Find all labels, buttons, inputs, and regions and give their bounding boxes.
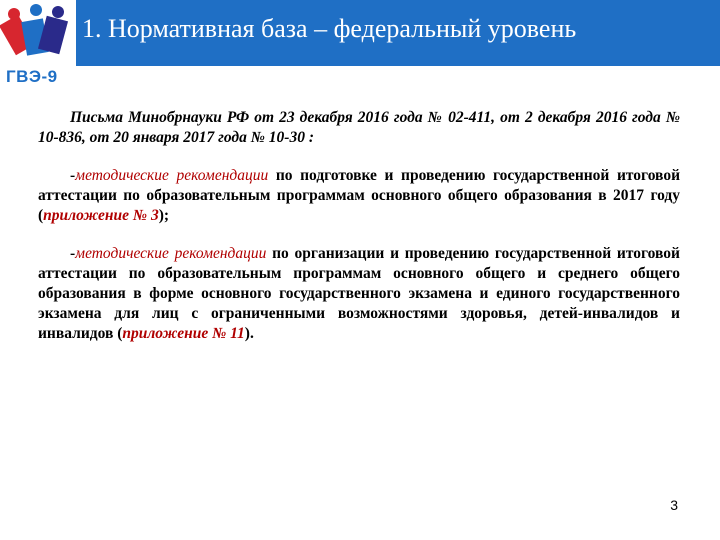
recommendation-1 — [38, 166, 680, 226]
page-title: 1. Нормативная база – федеральный уровень — [82, 14, 577, 43]
rec1-tail: ); — [158, 207, 170, 224]
rec1-dash: - — [70, 167, 76, 184]
gia-logo-icon — [0, 0, 76, 66]
rec1-text: по подготовке и проведению государственной итоговой аттестации по образовательным программам основного общего образования в 2017 году ( — [38, 167, 680, 224]
rec2-dash: - — [70, 245, 76, 262]
logo — [0, 0, 76, 66]
rec1-appendix: приложение № 3 — [43, 207, 159, 224]
rec2-appendix: приложение № 11 — [122, 325, 245, 342]
rec2-tail: ). — [244, 325, 254, 342]
rec2-highlight: методические рекомендации — [75, 245, 267, 262]
slide-content — [38, 108, 680, 362]
rec1-highlight: методические рекомендации — [75, 167, 269, 184]
intro-paragraph: Письма Минобрнауки РФ от 23 декабря 2016 года № 02-411, от 2 декабря 2016 года № 10-836, от 20 января 2017 года № 10-30 : — [38, 109, 680, 146]
rec2-text: по организации и проведению государственной итоговой аттестации по образовательным программам основного общего и среднего общего образования в форме основного государственного экзамена и единого государственного экзамена для лиц с ограниченными возможностями здоровья, детей-инвалидов и инвалидов ( — [38, 245, 680, 342]
recommendation-2 — [38, 244, 680, 344]
exam-badge: ГВЭ-9 — [6, 67, 58, 86]
page-number: 3 — [670, 497, 678, 513]
